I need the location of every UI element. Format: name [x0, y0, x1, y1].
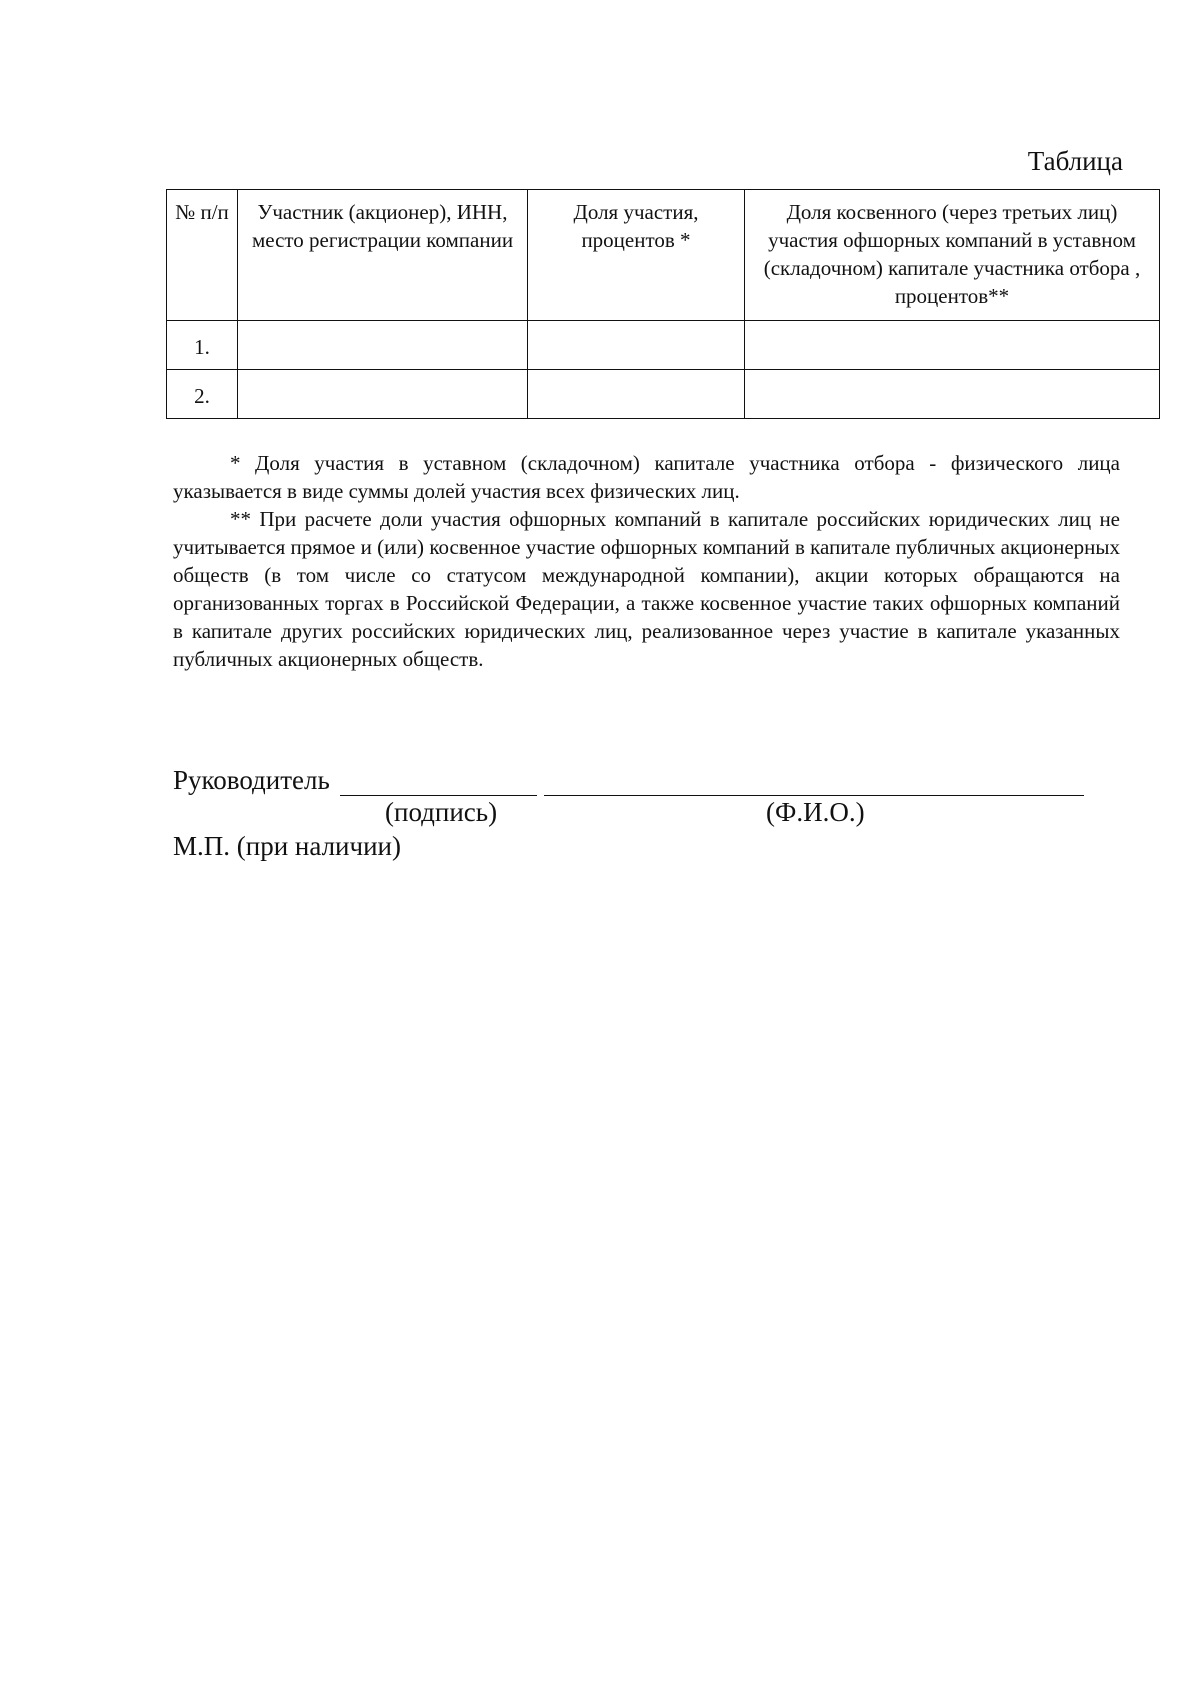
- signature-block: [173, 760, 1123, 862]
- footnote-physical-persons: * Доля участия в уставном (складочном) капитале участника отбора - физического лица указывается в виде суммы долей участия всех физических лиц.: [173, 451, 1120, 503]
- signature-hint: (подпись): [385, 797, 498, 827]
- footnotes: [173, 449, 1120, 673]
- participant-cell[interactable]: [238, 370, 528, 419]
- share-cell[interactable]: [528, 370, 745, 419]
- header-number: № п/п: [167, 190, 238, 321]
- table-row: [167, 321, 1160, 370]
- full-name-hint: (Ф.И.О.): [766, 797, 865, 827]
- signature-line[interactable]: [340, 765, 537, 796]
- row-number: 1.: [167, 321, 238, 370]
- signature-row: [173, 760, 1123, 796]
- participant-cell[interactable]: [238, 321, 528, 370]
- offshore-share-cell[interactable]: [745, 370, 1160, 419]
- table-row: [167, 370, 1160, 419]
- signature-hints: [173, 796, 1123, 828]
- header-offshore-share: Доля косвенного (через третьих лиц) участия офшорных компаний в уставном (складочном) капитале участника отбора , процентов**: [745, 190, 1160, 321]
- signer-label: Руководитель: [173, 765, 330, 795]
- stamp-note: М.П. (при наличии): [173, 831, 401, 861]
- row-number: 2.: [167, 370, 238, 419]
- offshore-share-cell[interactable]: [745, 321, 1160, 370]
- full-name-line[interactable]: [544, 765, 1084, 796]
- footnote-offshore-companies: ** При расчете доли участия офшорных компаний в капитале российских юридических лиц не учитывается прямое и (или) косвенное участие офшорных компаний в капитале публичных акционерных обществ (в том числе со статусом международной компании), акции которых обращаются на организованных торгах в Российской Федерации, а также косвенное участие таких офшорных компаний в капитале других российских юридических лиц, реализованное через участие в капитале указанных публичных акционерных обществ.: [173, 507, 1120, 671]
- participants-table: [166, 189, 1160, 419]
- table-caption: Таблица: [1027, 146, 1123, 176]
- header-share: Доля участия, процентов *: [528, 190, 745, 321]
- header-participant: Участник (акционер), ИНН, место регистрации компании: [238, 190, 528, 321]
- share-cell[interactable]: [528, 321, 745, 370]
- table-header-row: [167, 190, 1160, 321]
